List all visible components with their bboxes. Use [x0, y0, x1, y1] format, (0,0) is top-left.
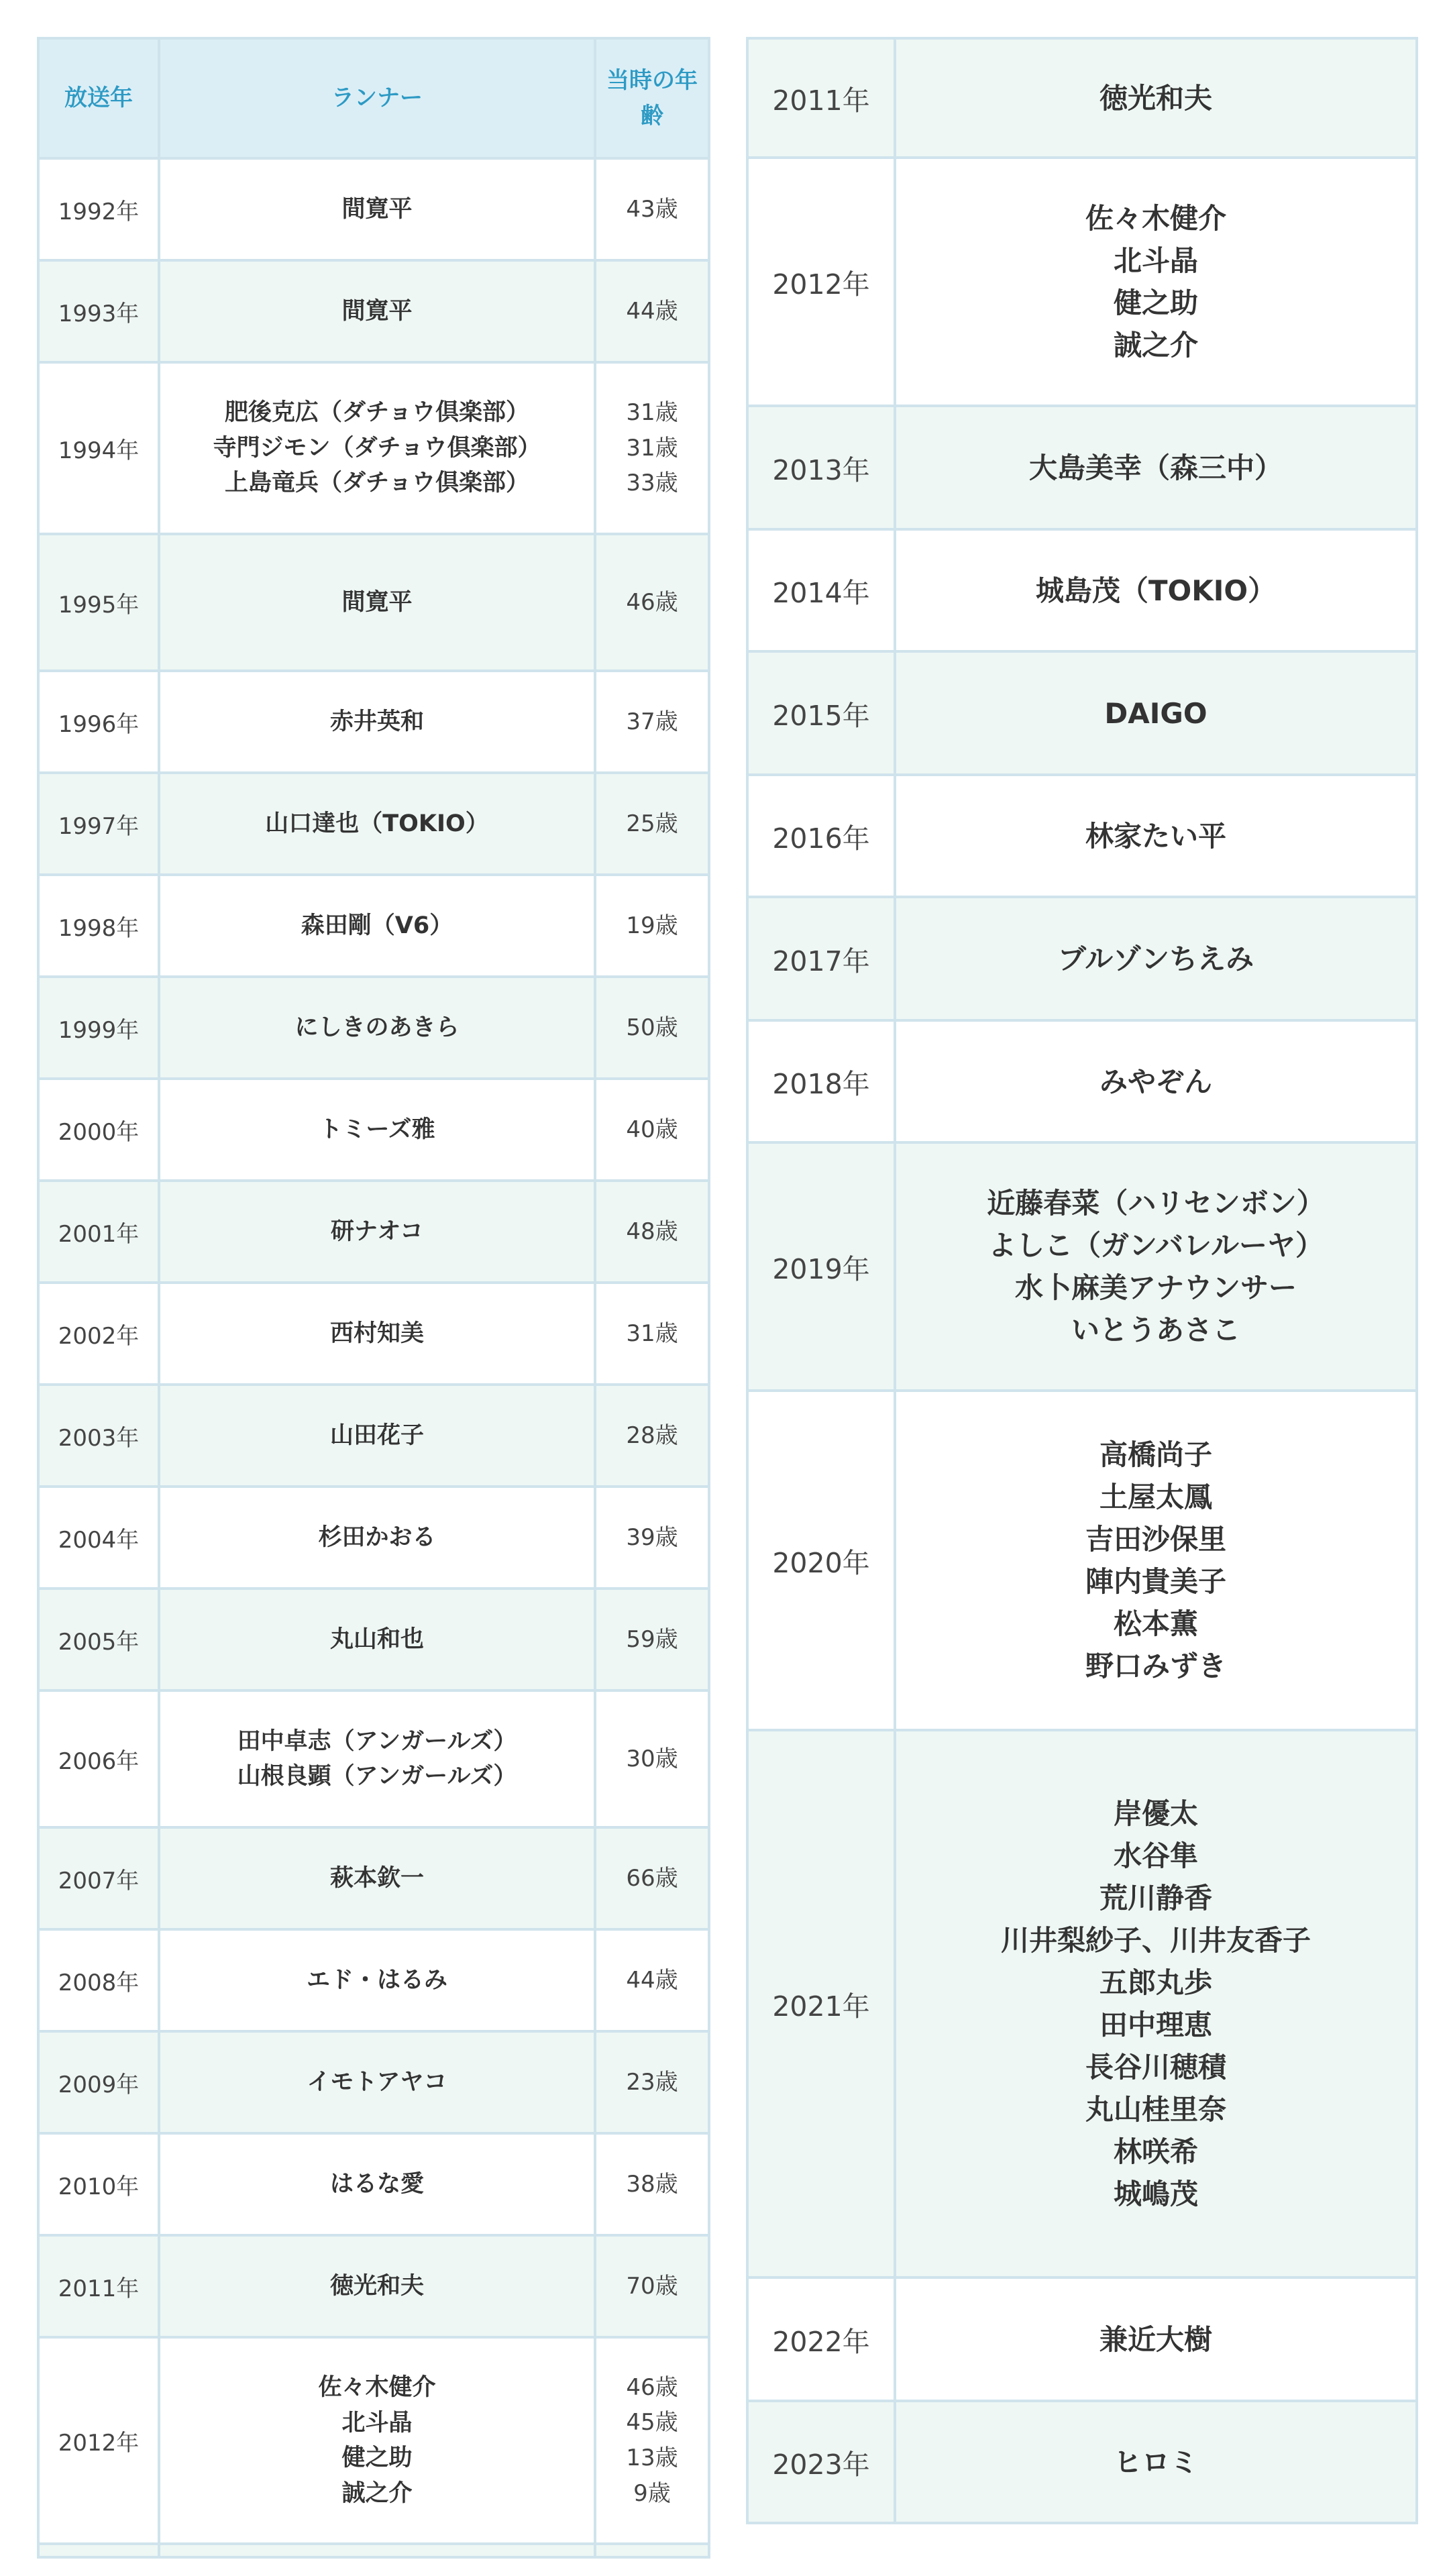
- table-row: [747, 897, 1417, 1020]
- runner-cell: [895, 1391, 1417, 1730]
- runner-cell: [159, 1385, 595, 1487]
- year-cell: 2014年: [747, 529, 895, 651]
- age-cell: [595, 773, 709, 875]
- runner-table-left: [37, 37, 710, 2559]
- text-line: 43歳: [626, 195, 678, 223]
- runner-cell: [895, 158, 1417, 406]
- text-line: 肥後克広（ダチョウ倶楽部）: [225, 399, 529, 427]
- text-line: 間寛平: [341, 297, 413, 325]
- text-line: 大島美幸（森三中）: [1028, 451, 1283, 484]
- text-line: 森田剛（V6）: [301, 912, 453, 939]
- runner-cell: [159, 534, 595, 671]
- runner-cell: [159, 1487, 595, 1589]
- text-line: 50歳: [626, 1014, 678, 1041]
- year-cell: 2008年: [38, 1929, 159, 2031]
- year-cell: 1994年: [38, 362, 159, 534]
- text-line: 佐々木健介: [318, 2374, 436, 2401]
- text-line: 28歳: [626, 1421, 678, 1449]
- table-row: [747, 38, 1417, 158]
- runner-cell: [159, 1079, 595, 1181]
- age-cell: [595, 260, 709, 362]
- year-cell: 2017年: [747, 897, 895, 1020]
- year-cell: 2009年: [38, 2031, 159, 2133]
- age-cell: [595, 1283, 709, 1385]
- table-row: [38, 158, 709, 260]
- runner-cell: [895, 2401, 1417, 2523]
- age-cell: [595, 1385, 709, 1487]
- table-row: [747, 1020, 1417, 1142]
- text-line: 健之助: [1113, 286, 1198, 319]
- table-row: [747, 406, 1417, 529]
- text-line: 林咲希: [1113, 2135, 1198, 2168]
- year-cell: 1997年: [38, 773, 159, 875]
- text-line: 北斗晶: [341, 2409, 413, 2436]
- age-cell: [595, 1079, 709, 1181]
- text-line: 田中理恵: [1099, 2008, 1212, 2041]
- text-line: トミーズ雅: [319, 1116, 435, 1143]
- runner-cell: [895, 775, 1417, 897]
- runner-cell: [159, 773, 595, 875]
- text-line: 近藤春菜（ハリセンボン）: [987, 1187, 1325, 1220]
- table-row: [747, 651, 1417, 775]
- table-row: [747, 2277, 1417, 2401]
- runner-table-right: [746, 37, 1418, 2524]
- table-row: [747, 1391, 1417, 1730]
- text-line: ブルゾンちえみ: [1057, 942, 1254, 975]
- year-cell: 2020年: [747, 1391, 895, 1730]
- year-cell: 2018年: [747, 1020, 895, 1142]
- text-line: 丸山和也: [329, 1625, 424, 1653]
- text-line: 城島茂（TOKIO）: [1035, 574, 1277, 607]
- text-line: 31歳: [626, 398, 678, 426]
- text-line: 兼近大樹: [1099, 2322, 1212, 2356]
- year-cell: 2021年: [747, 1730, 895, 2277]
- text-line: よしこ（ガンバレルーヤ）: [987, 1229, 1324, 1262]
- text-line: 高橋尚子: [1099, 1438, 1212, 1471]
- text-line: 59歳: [626, 1625, 678, 1653]
- age-cell: [595, 1181, 709, 1283]
- text-line: みやぞん: [1099, 1065, 1212, 1098]
- table-row: [38, 1385, 709, 1487]
- year-cell: 2000年: [38, 1079, 159, 1181]
- table-row: [747, 529, 1417, 651]
- table-row: [747, 2401, 1417, 2523]
- runner-cell: [895, 2277, 1417, 2401]
- text-line: 水卜麻美アナウンサー: [1014, 1271, 1297, 1304]
- empty-cell: [38, 2544, 159, 2557]
- text-line: 誠之介: [341, 2479, 413, 2507]
- empty-cell: [595, 2544, 709, 2557]
- table-row: [38, 1181, 709, 1283]
- text-line: 萩本欽一: [329, 1864, 424, 1892]
- text-line: 66歳: [626, 1864, 678, 1892]
- text-line: 間寛平: [341, 588, 413, 616]
- table-row: [38, 534, 709, 671]
- age-cell: [595, 875, 709, 977]
- text-line: 39歳: [626, 1523, 678, 1551]
- text-line: 38歳: [626, 2170, 678, 2198]
- text-line: 上島竜兵（ダチョウ倶楽部）: [225, 470, 529, 497]
- runner-cell: [895, 529, 1417, 651]
- age-cell: [595, 362, 709, 534]
- table-row: [38, 2337, 709, 2544]
- year-cell: 2016年: [747, 775, 895, 897]
- text-line: 誠之介: [1113, 329, 1198, 362]
- table-row: [747, 775, 1417, 897]
- text-line: 25歳: [626, 810, 678, 837]
- text-line: 46歳: [626, 588, 678, 616]
- text-line: 研ナオコ: [331, 1218, 423, 1245]
- year-cell: 1999年: [38, 977, 159, 1079]
- runner-cell: [159, 1589, 595, 1690]
- runner-cell: [159, 260, 595, 362]
- year-cell: 1998年: [38, 875, 159, 977]
- text-line: 松本薫: [1113, 1607, 1198, 1640]
- year-cell: 2012年: [747, 158, 895, 406]
- text-line: 土屋太鳳: [1099, 1481, 1212, 1513]
- age-cell: [595, 977, 709, 1079]
- text-line: 19歳: [626, 912, 678, 939]
- runner-cell: [895, 406, 1417, 529]
- table-row: [38, 1283, 709, 1385]
- text-line: 五郎丸歩: [1099, 1966, 1212, 1999]
- text-line: いとうあさこ: [1071, 1313, 1240, 1346]
- text-line: 西村知美: [329, 1320, 424, 1347]
- header-age: 当時の年齢: [595, 38, 709, 158]
- age-cell: [595, 1929, 709, 2031]
- table-row: [38, 260, 709, 362]
- year-cell: 1993年: [38, 260, 159, 362]
- runner-cell: [159, 671, 595, 773]
- text-line: 23歳: [626, 2068, 678, 2096]
- runner-cell: [895, 1142, 1417, 1391]
- year-cell: 2013年: [747, 406, 895, 529]
- text-line: 荒川静香: [1099, 1882, 1212, 1915]
- runner-cell: [159, 2133, 595, 2235]
- text-line: 徳光和夫: [329, 2272, 424, 2300]
- table-row-partial: [38, 2544, 709, 2557]
- year-cell: 2006年: [38, 1690, 159, 1827]
- text-line: 川井梨紗子、川井友香子: [1000, 1924, 1311, 1957]
- table-row: [38, 875, 709, 977]
- text-line: 31歳: [626, 1320, 678, 1347]
- text-line: ヒロミ: [1113, 2445, 1198, 2479]
- age-cell: [595, 671, 709, 773]
- runner-cell: [159, 2031, 595, 2133]
- table-row: [38, 1690, 709, 1827]
- text-line: 陣内貴美子: [1085, 1565, 1226, 1598]
- year-cell: 1996年: [38, 671, 159, 773]
- text-line: 間寛平: [341, 195, 413, 223]
- text-line: 野口みずき: [1085, 1650, 1226, 1682]
- year-cell: 2011年: [38, 2235, 159, 2337]
- table-row: [747, 158, 1417, 406]
- text-line: 37歳: [626, 708, 678, 735]
- year-cell: 2002年: [38, 1283, 159, 1385]
- text-line: 13歳: [626, 2445, 678, 2471]
- runner-cell: [159, 2235, 595, 2337]
- runner-cell: [895, 651, 1417, 775]
- age-cell: [595, 2031, 709, 2133]
- text-line: 40歳: [626, 1116, 678, 1143]
- age-cell: [595, 1690, 709, 1827]
- text-line: 44歳: [626, 1966, 678, 1994]
- runner-cell: [895, 1730, 1417, 2277]
- year-cell: 2012年: [38, 2337, 159, 2544]
- text-line: 丸山桂里奈: [1085, 2093, 1226, 2126]
- text-line: 長谷川穂積: [1085, 2051, 1226, 2084]
- text-line: 31歳: [626, 434, 678, 462]
- text-line: 9歳: [633, 2479, 671, 2507]
- runner-cell: [159, 362, 595, 534]
- header-year: 放送年: [38, 38, 159, 158]
- year-cell: 2003年: [38, 1385, 159, 1487]
- text-line: 水谷隼: [1113, 1839, 1198, 1872]
- age-cell: [595, 158, 709, 260]
- table-row: [38, 671, 709, 773]
- age-cell: [595, 2235, 709, 2337]
- text-line: 北斗晶: [1113, 244, 1198, 277]
- text-line: 杉田かおる: [318, 1523, 436, 1551]
- year-cell: 2010年: [38, 2133, 159, 2235]
- text-line: 赤井英和: [329, 708, 424, 735]
- text-line: 44歳: [626, 297, 678, 325]
- text-line: 佐々木健介: [1085, 202, 1226, 235]
- age-cell: [595, 1487, 709, 1589]
- runner-cell: [159, 158, 595, 260]
- year-cell: 2007年: [38, 1827, 159, 1929]
- age-cell: [595, 1827, 709, 1929]
- text-line: 33歳: [626, 470, 678, 497]
- table-row: [38, 1079, 709, 1181]
- text-line: 寺門ジモン（ダチョウ倶楽部）: [213, 434, 541, 462]
- table-row: [38, 1487, 709, 1589]
- runner-cell: [159, 1827, 595, 1929]
- age-cell: [595, 2337, 709, 2544]
- age-cell: [595, 2133, 709, 2235]
- table-row: [38, 2235, 709, 2337]
- text-line: 岸優太: [1113, 1797, 1198, 1830]
- age-cell: [595, 534, 709, 671]
- text-line: 48歳: [626, 1218, 678, 1245]
- runner-cell: [159, 2337, 595, 2544]
- text-line: 30歳: [626, 1745, 678, 1772]
- text-line: 田中卓志（アンガールズ）: [237, 1727, 517, 1755]
- year-cell: 2023年: [747, 2401, 895, 2523]
- year-cell: 2015年: [747, 651, 895, 775]
- table-header-row: [38, 38, 709, 158]
- runner-cell: [159, 1690, 595, 1827]
- text-line: 徳光和夫: [1099, 81, 1212, 115]
- text-line: DAIGO: [1104, 696, 1208, 730]
- text-line: エド・はるみ: [306, 1966, 447, 1994]
- text-line: 45歳: [626, 2409, 678, 2436]
- runner-cell: [895, 897, 1417, 1020]
- text-line: 吉田沙保里: [1085, 1523, 1226, 1556]
- empty-cell: [159, 2544, 595, 2557]
- text-line: はるな愛: [329, 2170, 424, 2198]
- runner-cell: [159, 1929, 595, 2031]
- runner-cell: [895, 1020, 1417, 1142]
- table-row: [38, 1589, 709, 1690]
- runner-cell: [159, 977, 595, 1079]
- table-row: [38, 1827, 709, 1929]
- table-row: [38, 2133, 709, 2235]
- runner-cell: [159, 875, 595, 977]
- table-row: [38, 1929, 709, 2031]
- table-row: [38, 977, 709, 1079]
- year-cell: 2011年: [747, 38, 895, 158]
- text-line: 山根良顕（アンガールズ）: [237, 1763, 517, 1790]
- text-line: 山口達也（TOKIO）: [265, 810, 489, 837]
- text-line: 46歳: [626, 2373, 678, 2401]
- table-row: [38, 773, 709, 875]
- text-line: 城嶋茂: [1113, 2178, 1198, 2210]
- text-line: 70歳: [626, 2272, 678, 2300]
- table-row: [747, 1730, 1417, 2277]
- text-line: にしきのあきら: [294, 1014, 460, 1041]
- runner-cell: [895, 38, 1417, 158]
- runner-cell: [159, 1283, 595, 1385]
- year-cell: 2004年: [38, 1487, 159, 1589]
- text-line: 山田花子: [329, 1421, 424, 1449]
- year-cell: 2005年: [38, 1589, 159, 1690]
- age-cell: [595, 1589, 709, 1690]
- year-cell: 2022年: [747, 2277, 895, 2401]
- table-row: [38, 362, 709, 534]
- year-cell: 1995年: [38, 534, 159, 671]
- year-cell: 2019年: [747, 1142, 895, 1391]
- year-cell: 2001年: [38, 1181, 159, 1283]
- table-row: [747, 1142, 1417, 1391]
- text-line: 林家たい平: [1085, 819, 1226, 853]
- table-row: [38, 2031, 709, 2133]
- runner-cell: [159, 1181, 595, 1283]
- text-line: 健之助: [341, 2445, 413, 2471]
- text-line: イモトアヤコ: [307, 2068, 447, 2096]
- header-runner: ランナー: [159, 38, 595, 158]
- year-cell: 1992年: [38, 158, 159, 260]
